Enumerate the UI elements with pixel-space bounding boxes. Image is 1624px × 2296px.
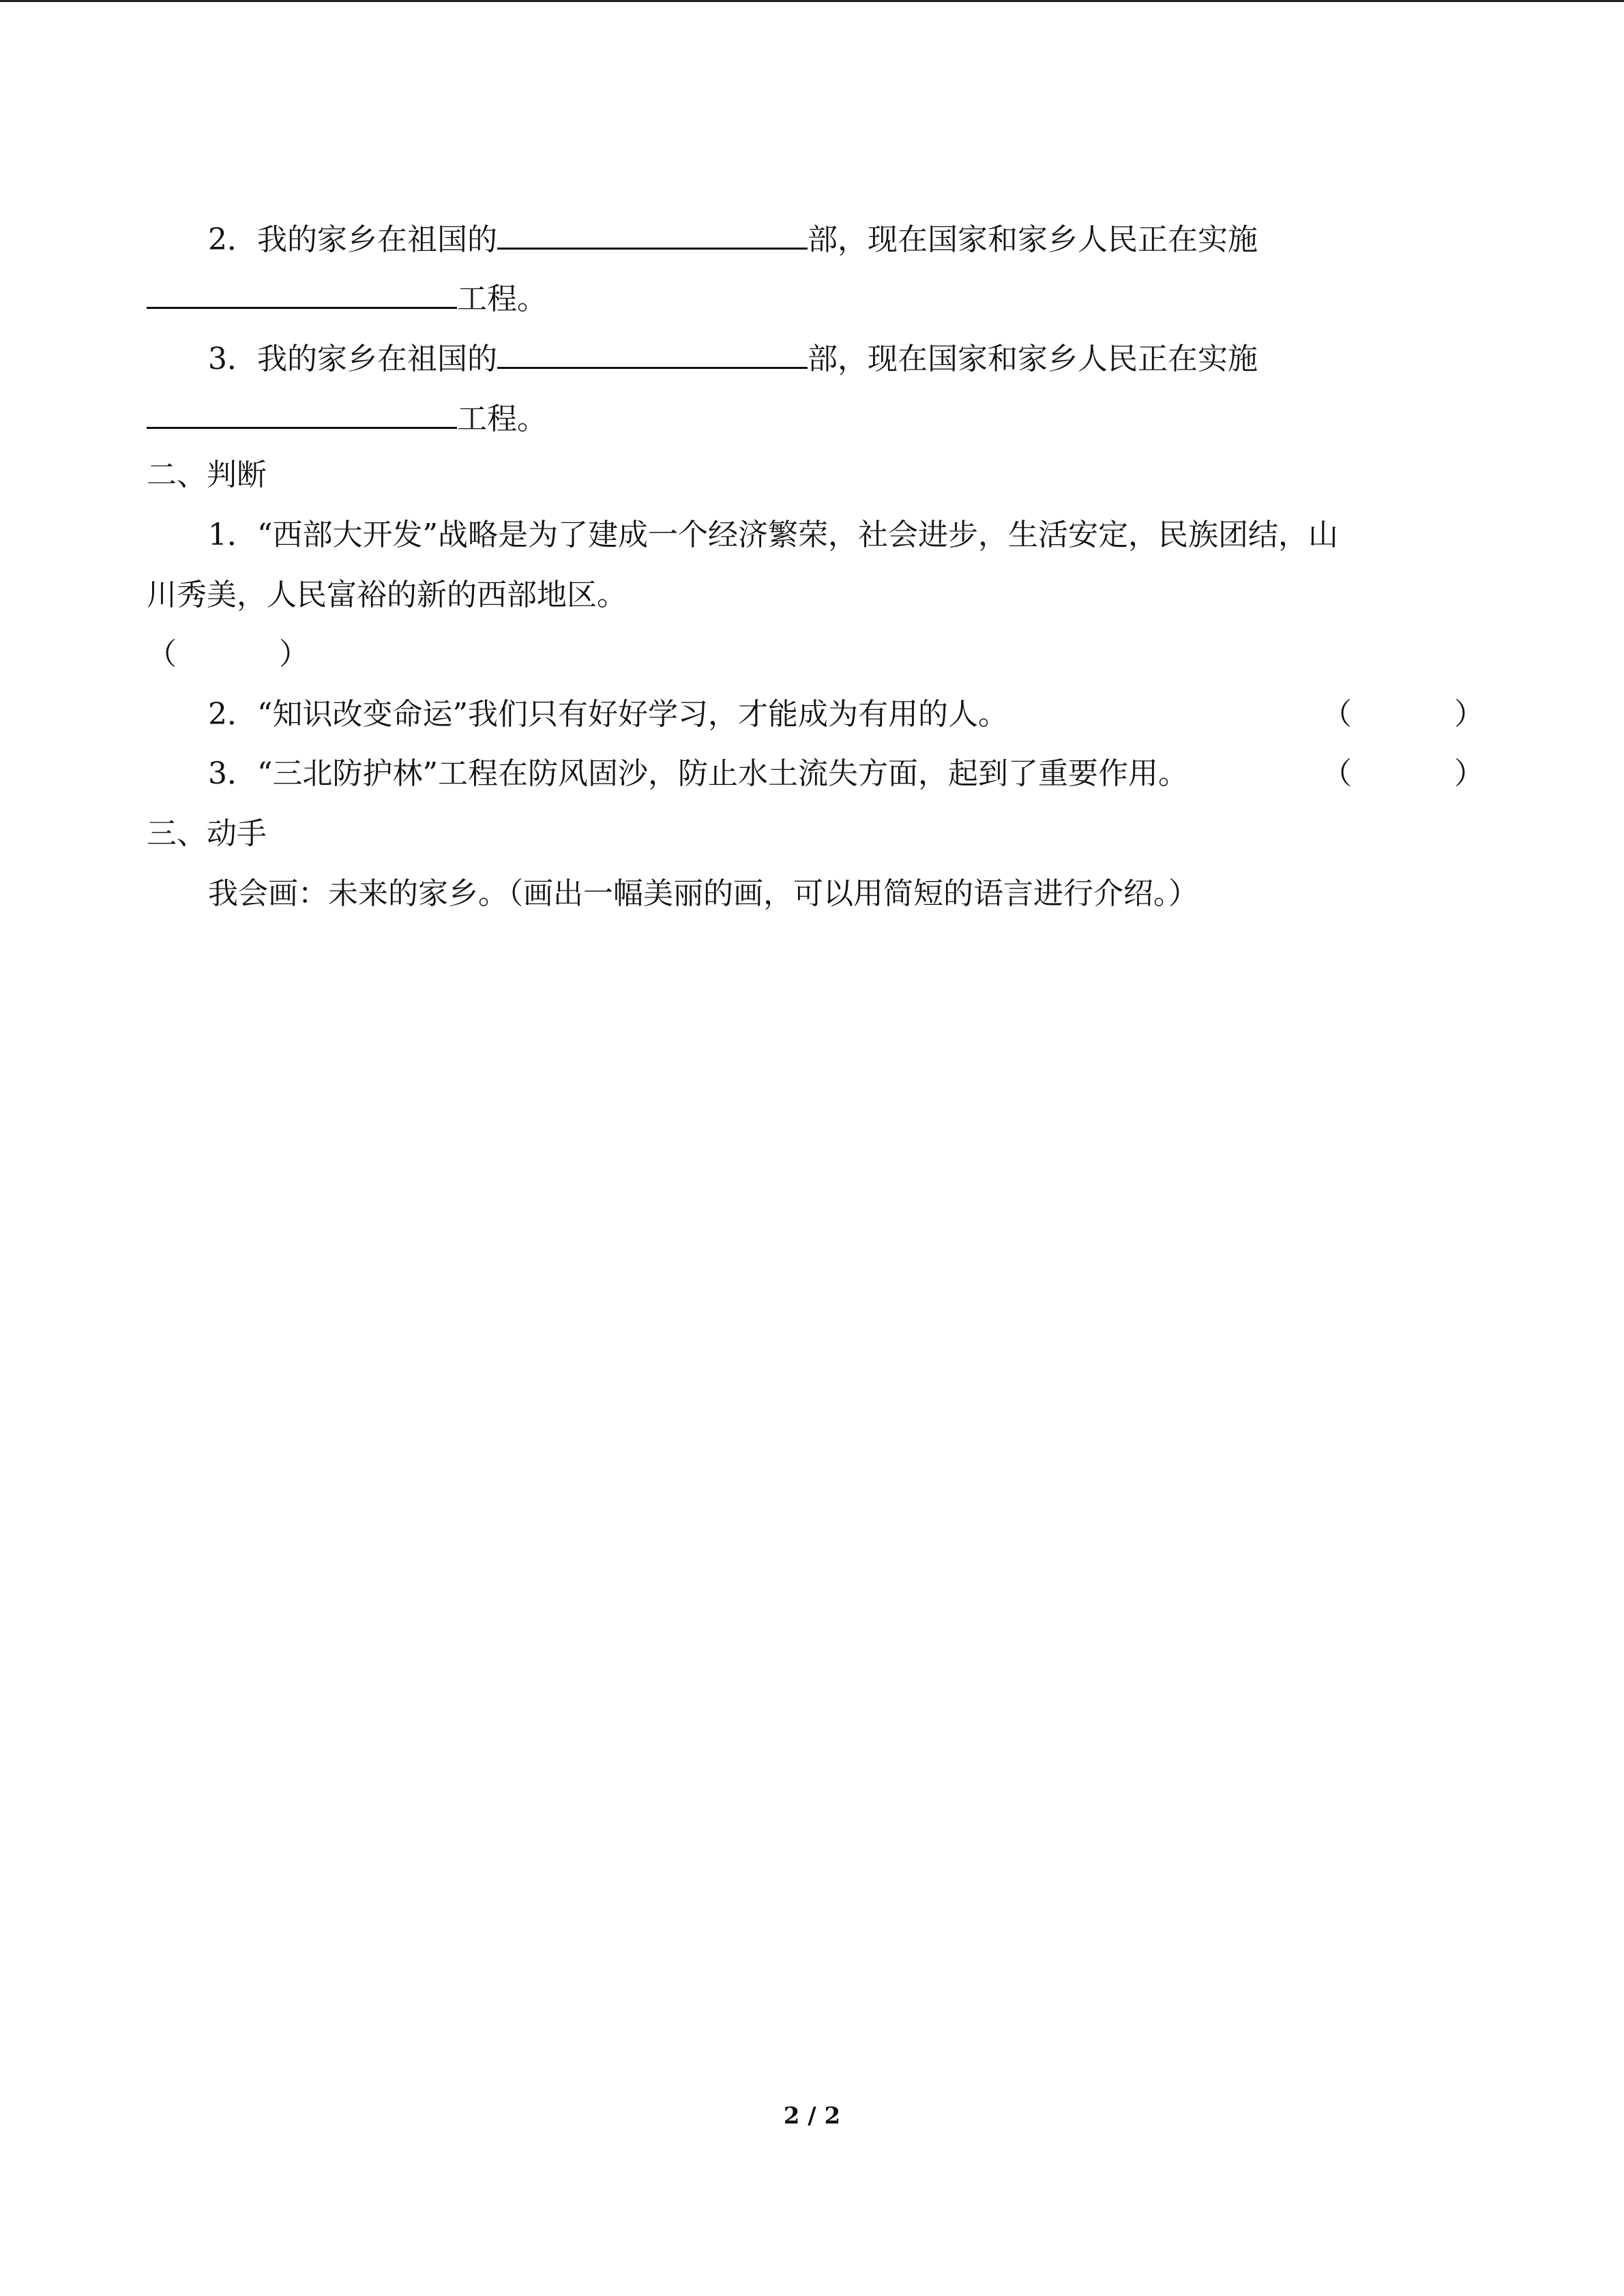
judge-q1-paren-close: ） — [279, 637, 309, 672]
fill-in-q2-blank-1[interactable] — [497, 215, 808, 250]
judge-q3-answer-parens[interactable] — [1322, 754, 1484, 794]
judge-q1-answer-parens[interactable] — [147, 634, 309, 675]
page-top-border — [0, 0, 1624, 2]
judge-q2-text: 2．“知识改变命运”我们只有好好学习，才能成为有用的人。 — [208, 697, 1008, 732]
fill-in-q3-text-a: 我的家乡在祖国的 — [257, 342, 497, 376]
fill-in-q2-text-b: 部，现在国家和家乡人民正在实施 — [808, 222, 1258, 257]
fill-in-q3-number: 3． — [208, 342, 257, 376]
fill-in-q3-text-c: 工程。 — [457, 402, 547, 436]
section3-heading: 三、动手 — [147, 816, 267, 851]
judge-q2-answer-parens[interactable] — [1322, 694, 1484, 735]
fill-in-q3-line1 — [208, 334, 1258, 375]
fill-in-q3-text-b: 部，现在国家和家乡人民正在实施 — [808, 342, 1258, 376]
drawing-area[interactable] — [147, 941, 1477, 2032]
judge-q1-line1: 1．“西部大开发”战略是为了建成一个经济繁荣，社会进步，生活安定，民族团结，山 — [208, 518, 1338, 552]
fill-in-q2-line1 — [208, 215, 1258, 256]
judge-q3-paren-close: ） — [1454, 756, 1484, 791]
fill-in-q2-blank-2[interactable] — [147, 274, 457, 309]
judge-q2-paren-open: （ — [1322, 697, 1352, 732]
judge-q3-paren-open: （ — [1322, 756, 1352, 791]
fill-in-q3-blank-2[interactable] — [147, 394, 457, 429]
section3-instruction: 我会画：未来的家乡。（画出一幅美丽的画，可以用简短的语言进行介绍。） — [208, 876, 1198, 911]
fill-in-q2-text-c: 工程。 — [457, 282, 547, 316]
fill-in-q2-text-a: 我的家乡在祖国的 — [257, 222, 497, 257]
fill-in-q2-line2 — [147, 274, 547, 315]
section2-heading: 二、判断 — [147, 458, 267, 492]
judge-q2-paren-close: ） — [1454, 697, 1484, 732]
judge-q1-paren-open: （ — [147, 637, 177, 672]
judge-q3-text: 3．“三北防护林”工程在防风固沙，防止水土流失方面，起到了重要作用。 — [208, 756, 1188, 791]
fill-in-q3-blank-1[interactable] — [497, 334, 808, 369]
fill-in-q3-line2 — [147, 394, 547, 435]
page-number: 2 / 2 — [783, 2102, 841, 2130]
fill-in-q2-number: 2． — [208, 222, 257, 257]
judge-q1-line2: 川秀美，人民富裕的新的西部地区。 — [147, 578, 627, 612]
